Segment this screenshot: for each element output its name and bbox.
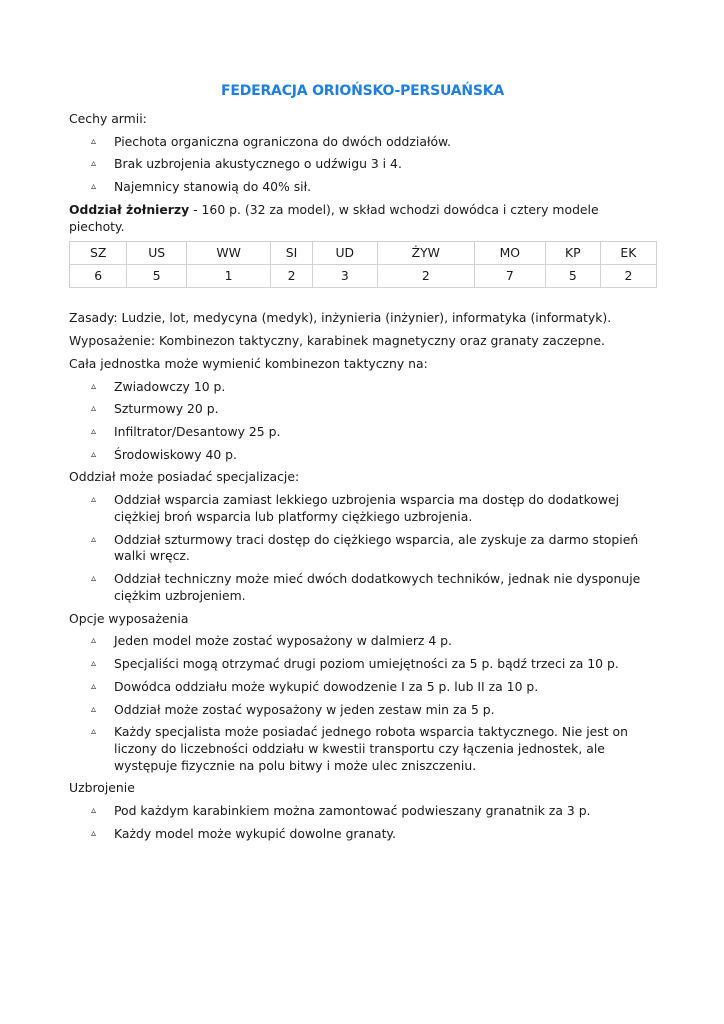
triangle-marker-icon: ▵ (91, 158, 97, 170)
rules-line: Zasady: Ludzie, lot, medycyna (medyk), inżynieria (inżynier), informatyka (informatyk). (69, 310, 612, 326)
stat-header: KP (545, 242, 600, 265)
triangle-marker-icon: ▵ (91, 425, 97, 437)
triangle-marker-icon: ▵ (91, 494, 97, 506)
triangle-marker-icon: ▵ (91, 805, 97, 817)
list-item: ▵ Oddział może zostać wyposażony w jeden zestaw min za 5 p. (91, 701, 495, 717)
stat-header: WW (186, 242, 270, 265)
table-row-headers (70, 242, 657, 265)
stat-header: SZ (70, 242, 127, 265)
stat-value: 7 (474, 265, 545, 288)
triangle-marker-icon: ▵ (91, 658, 97, 670)
list-item: ▵ Brak uzbrojenia akustycznego o udźwigu 3 i 4. (91, 156, 402, 172)
list-item: ▵ Oddział szturmowy traci dostęp do ciężkiego wsparcia, ale zyskuje za darmo stopień walki wręcz. (91, 531, 639, 564)
weapons-heading: Uzbrojenie (69, 780, 135, 796)
stat-value: 2 (377, 265, 474, 288)
list-item: ▵ Jeden model może zostać wyposażony w dalmierz 4 p. (91, 633, 452, 649)
stat-header: US (127, 242, 186, 265)
list-item: ▵ Szturmowy 20 p. (91, 401, 219, 417)
triangle-marker-icon: ▵ (91, 181, 97, 193)
list-item: ▵ Dowódca oddziału może wykupić dowodzenie I za 5 p. lub II za 10 p. (91, 678, 539, 694)
triangle-marker-icon: ▵ (91, 726, 97, 738)
stat-header: EK (600, 242, 656, 265)
triangle-marker-icon: ▵ (91, 448, 97, 460)
list-item: ▵ Oddział techniczny może mieć dwóch dodatkowych techników, jednak nie dysponuje ciężkim uzbrojeniem. (91, 571, 641, 603)
triangle-marker-icon: ▵ (91, 827, 97, 839)
list-item: ▵ Specjaliści mogą otrzymać drugi poziom umiejętności za 5 p. bądź trzeci za 10 p. (91, 656, 619, 672)
list-item: ▵ Każdy model może wykupić dowolne granaty. (91, 825, 396, 841)
stat-value: 1 (186, 265, 270, 288)
page-title: FEDERACJA ORIOŃSKO-PERSUAŃSKA (220, 83, 505, 99)
suit-options-heading: Cała jednostka może wymienić kombinezon taktyczny na: (69, 355, 428, 371)
equipment-options-heading: Opcje wyposażenia (69, 610, 189, 626)
triangle-marker-icon: ▵ (91, 573, 97, 585)
list-item: ▵ Infiltrator/Desantowy 25 p. (91, 423, 281, 439)
stat-header: ŻYW (377, 242, 474, 265)
unit-description (69, 202, 656, 235)
equipment-line: Wyposażenie: Kombinezon taktyczny, karabinek magnetyczny oraz granaty zaczepne. (69, 333, 605, 349)
list-item: ▵ Oddział wsparcia zamiast lekkiego uzbrojenia wsparcia ma dostęp do dodatkowej ciężkiej broń wsparcia lub platformy ciężkiego uzbrojenia. (91, 492, 620, 524)
specializations-heading: Oddział może posiadać specjalizacje: (69, 469, 300, 485)
stat-value: 2 (600, 265, 656, 288)
triangle-marker-icon: ▵ (91, 380, 97, 392)
stat-header: MO (474, 242, 545, 265)
list-item: ▵ Pod każdym karabinkiem można zamontować podwieszany granatnik za 3 p. (91, 803, 591, 819)
triangle-marker-icon: ▵ (91, 135, 97, 147)
triangle-marker-icon: ▵ (91, 533, 97, 545)
army-traits-list (69, 134, 656, 196)
stat-header: UD (312, 242, 377, 265)
list-item: ▵ Zwiadowczy 10 p. (91, 378, 226, 394)
unit-cost-text: - 160 p. (32 za model), w skład wchodzi dowódca i cztery modele piechoty. (69, 201, 599, 234)
stat-header: SI (271, 242, 312, 265)
stat-value: 5 (127, 265, 186, 288)
list-item: ▵ Najemnicy stanowią do 40% sił. (91, 179, 312, 195)
list-item: ▵ Środowiskowy 40 p. (91, 446, 237, 462)
stat-value: 3 (312, 265, 377, 288)
stat-value: 6 (70, 265, 127, 288)
weapons-list (69, 803, 656, 842)
suit-options-list (69, 379, 656, 464)
unit-name: Oddział żołnierzy (69, 201, 190, 217)
stats-table (69, 241, 657, 288)
stat-value: 2 (271, 265, 312, 288)
specializations-list (69, 492, 656, 604)
equipment-options-list (69, 633, 656, 774)
army-traits-heading: Cechy armii: (69, 110, 147, 126)
triangle-marker-icon: ▵ (91, 703, 97, 715)
triangle-marker-icon: ▵ (91, 680, 97, 692)
triangle-marker-icon: ▵ (91, 635, 97, 647)
list-item: ▵ Piechota organiczna ograniczona do dwóch oddziałów. (91, 133, 451, 149)
table-row-values (70, 265, 657, 288)
list-item: ▵ Każdy specjalista może posiadać jednego robota wsparcia taktycznego. Nie jest on liczony do liczebności oddziału w kwestii transportu czy łączenia jednostek, ale występuje fizycznie na polu bitwy i może ulec zniszczeniu. (91, 724, 628, 773)
triangle-marker-icon: ▵ (91, 403, 97, 415)
stat-value: 5 (545, 265, 600, 288)
